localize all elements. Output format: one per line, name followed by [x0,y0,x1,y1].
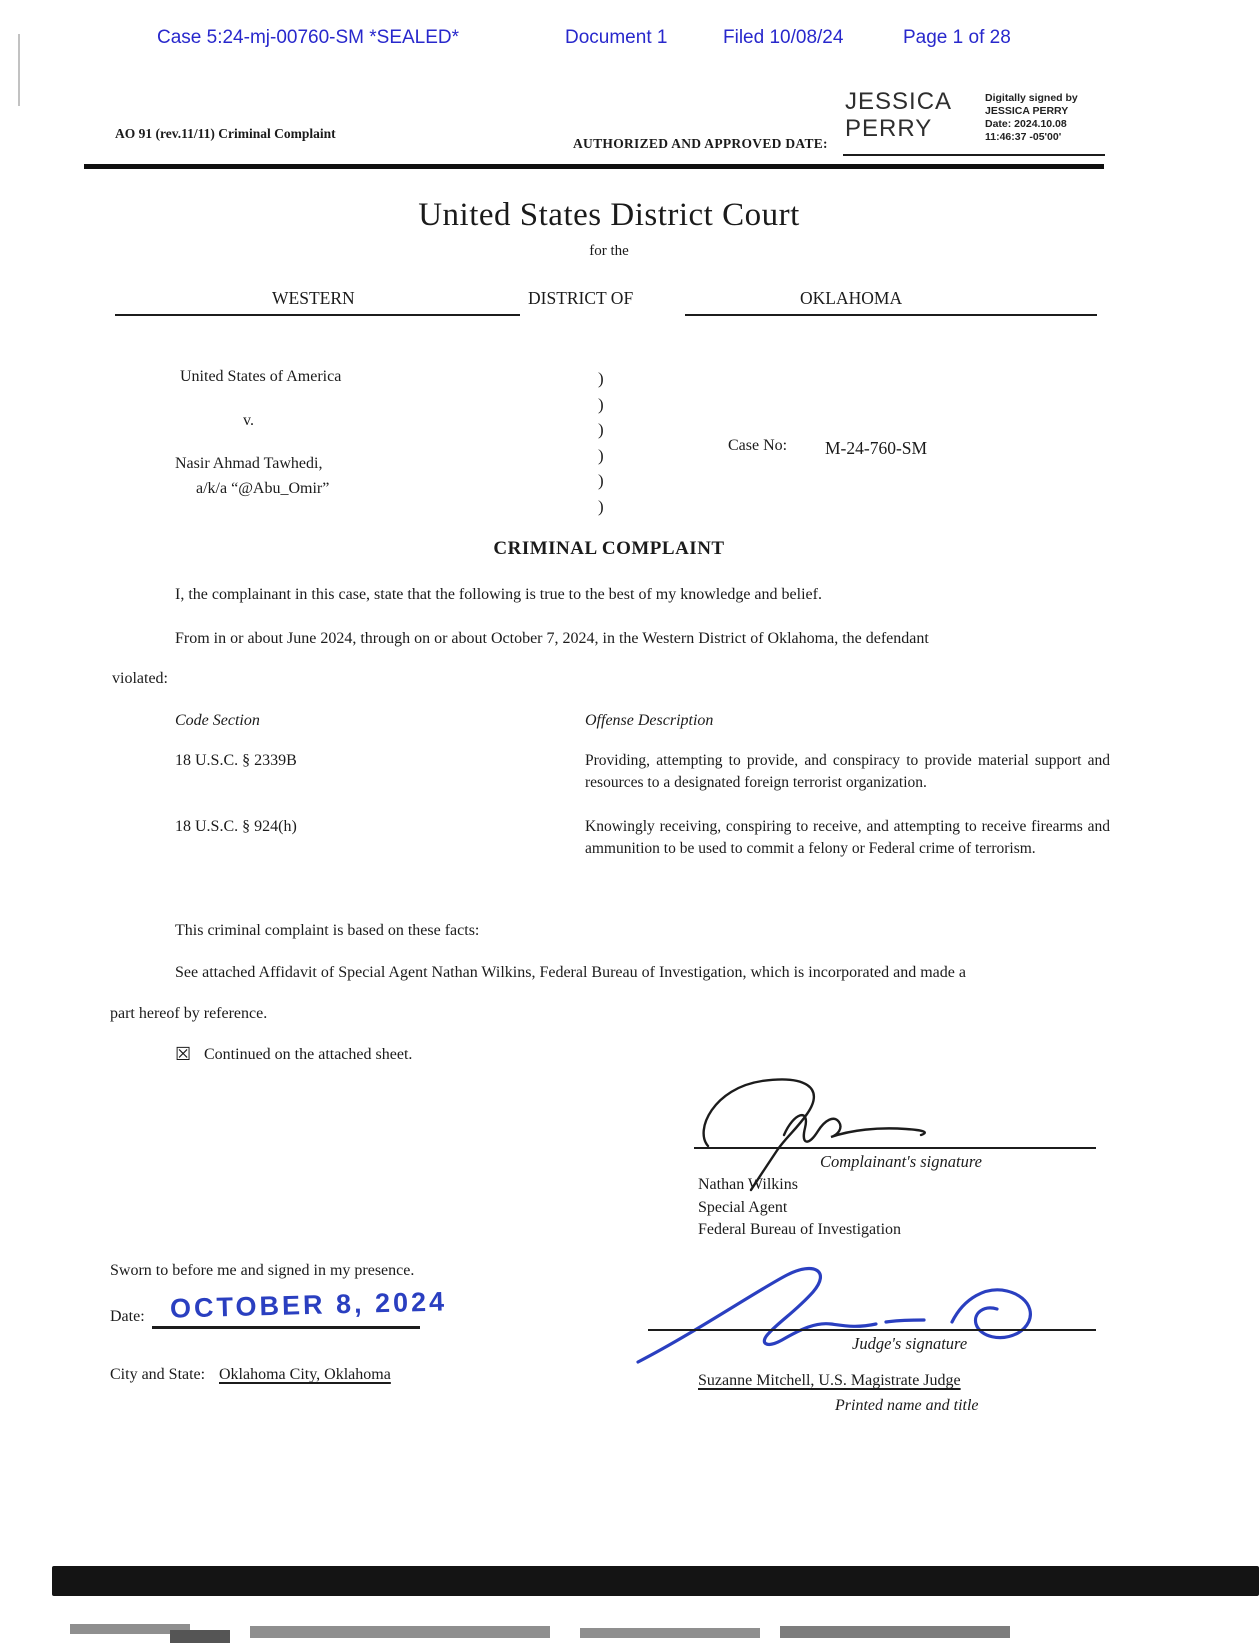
city-state-label: City and State: [110,1366,206,1383]
district-underline-right [685,314,1097,316]
ecf-case-number: Case 5:24-mj-00760-SM *SEALED* [157,27,460,48]
complainant-title: Special Agent [698,1199,788,1216]
case-no-label: Case No: [728,437,788,454]
complainant-signature-line [694,1147,1096,1149]
caption-paren: ) [598,496,604,516]
printed-name-caption: Printed name and title [835,1397,979,1414]
caption-paren: ) [598,394,604,414]
date-underline [152,1326,420,1329]
scan-artifact-noise [580,1628,760,1638]
facts-text-line2: part hereof by reference. [110,1005,268,1022]
district-underline-left [115,314,520,316]
digital-signature-details [985,92,1078,144]
caption-paren: ) [598,445,604,465]
digital-note-line: 11:46:37 -05'00' [985,131,1062,143]
sworn-statement: Sworn to before me and signed in my presence. [110,1262,415,1279]
caption-paren: ) [598,369,604,388]
caption-paren: ) [598,471,604,490]
offense-description-1: Providing, attempting to provide, and conspiracy to provide material support and resources to a designated foreign terrorist organization. [585,752,1110,791]
violated-label: violated: [112,670,168,687]
ecf-document-number: Document 1 [565,27,668,48]
scan-artifact-noise [170,1630,230,1643]
offense-description-2: Knowingly receiving, conspiring to receive, and attempting to receive firearms and ammunition to be used to commit a felony or Federal crime of terrorism. [585,818,1110,857]
date-label: Date: [110,1308,145,1325]
complainant-signature-caption: Complainant's signature [820,1152,982,1171]
complainant-name: Nathan Wilkins [698,1176,798,1193]
judge-signature-line [648,1329,1096,1331]
defendant-name: Nasir Ahmad Tawhedi, [175,455,323,472]
complainant-statement: I, the complainant in this case, state that the following is true to the best of my knowledge and belief. [175,586,822,603]
judge-printed-name: Suzanne Mitchell, U.S. Magistrate Judge [698,1372,961,1389]
district-blank-left: WESTERN [272,288,355,308]
ecf-filed-date: Filed 10/08/24 [723,27,844,48]
case-no-value: M-24-760-SM [825,438,928,458]
court-title: United States District Court [418,197,800,233]
code-section-header: Code Section [175,712,260,729]
versus: v. [243,412,254,429]
city-state-value: Oklahoma City, Oklahoma [219,1366,391,1383]
violation-period: From in or about June 2024, through on or about October 7, 2024, in the Western District of Oklahoma, the defendant [175,630,929,647]
scan-artifact-line [18,34,20,106]
judge-signature-caption: Judge's signature [852,1334,968,1353]
facts-intro: This criminal complaint is based on these facts: [175,922,480,939]
complainant-agency: Federal Bureau of Investigation [698,1221,902,1238]
stamp-name-line: PERRY [845,115,933,142]
plaintiff-name: United States of America [180,368,342,385]
stamp-name-line: JESSICA [845,88,953,115]
facts-text-line1: See attached Affidavit of Special Agent Nathan Wilkins, Federal Bureau of Investigation, which is incorporated and made a [175,964,966,981]
form-id: AO 91 (rev.11/11) Criminal Complaint [115,126,336,141]
offense-description-header: Offense Description [585,712,714,729]
continued-label: Continued on the attached sheet. [204,1046,413,1063]
defendant-alias: a/k/a “@Abu_Omir” [196,480,330,497]
criminal-complaint-heading: CRIMINAL COMPLAINT [493,538,725,559]
header-rule [84,164,1104,169]
digital-note-line: Date: 2024.10.08 [985,118,1067,130]
code-section-2: 18 U.S.C. § 924(h) [175,818,297,835]
caption-paren: ) [598,420,604,439]
scan-artifact-noise [250,1626,550,1638]
digital-signature-stamp [845,88,952,142]
ecf-page-number: Page 1 of 28 [903,27,1011,48]
handwritten-date: OCTOBER 8, 2024 [169,1286,448,1324]
district-blank-right: OKLAHOMA [800,288,903,308]
scan-artifact-bar [52,1566,1259,1596]
district-of-label: DISTRICT OF [528,288,634,308]
digital-note-line: Digitally signed by [985,92,1078,104]
code-section-1: 18 U.S.C. § 2339B [175,752,297,769]
continued-checkbox: ☒ [175,1044,192,1064]
authorized-approved-label: AUTHORIZED AND APPROVED DATE: [573,136,828,151]
caption-brackets [598,366,604,519]
authorized-date-underline [843,154,1105,156]
court-subtitle: for the [589,243,629,259]
digital-note-line: JESSICA PERRY [985,105,1069,117]
scan-artifact-noise [780,1626,1010,1638]
